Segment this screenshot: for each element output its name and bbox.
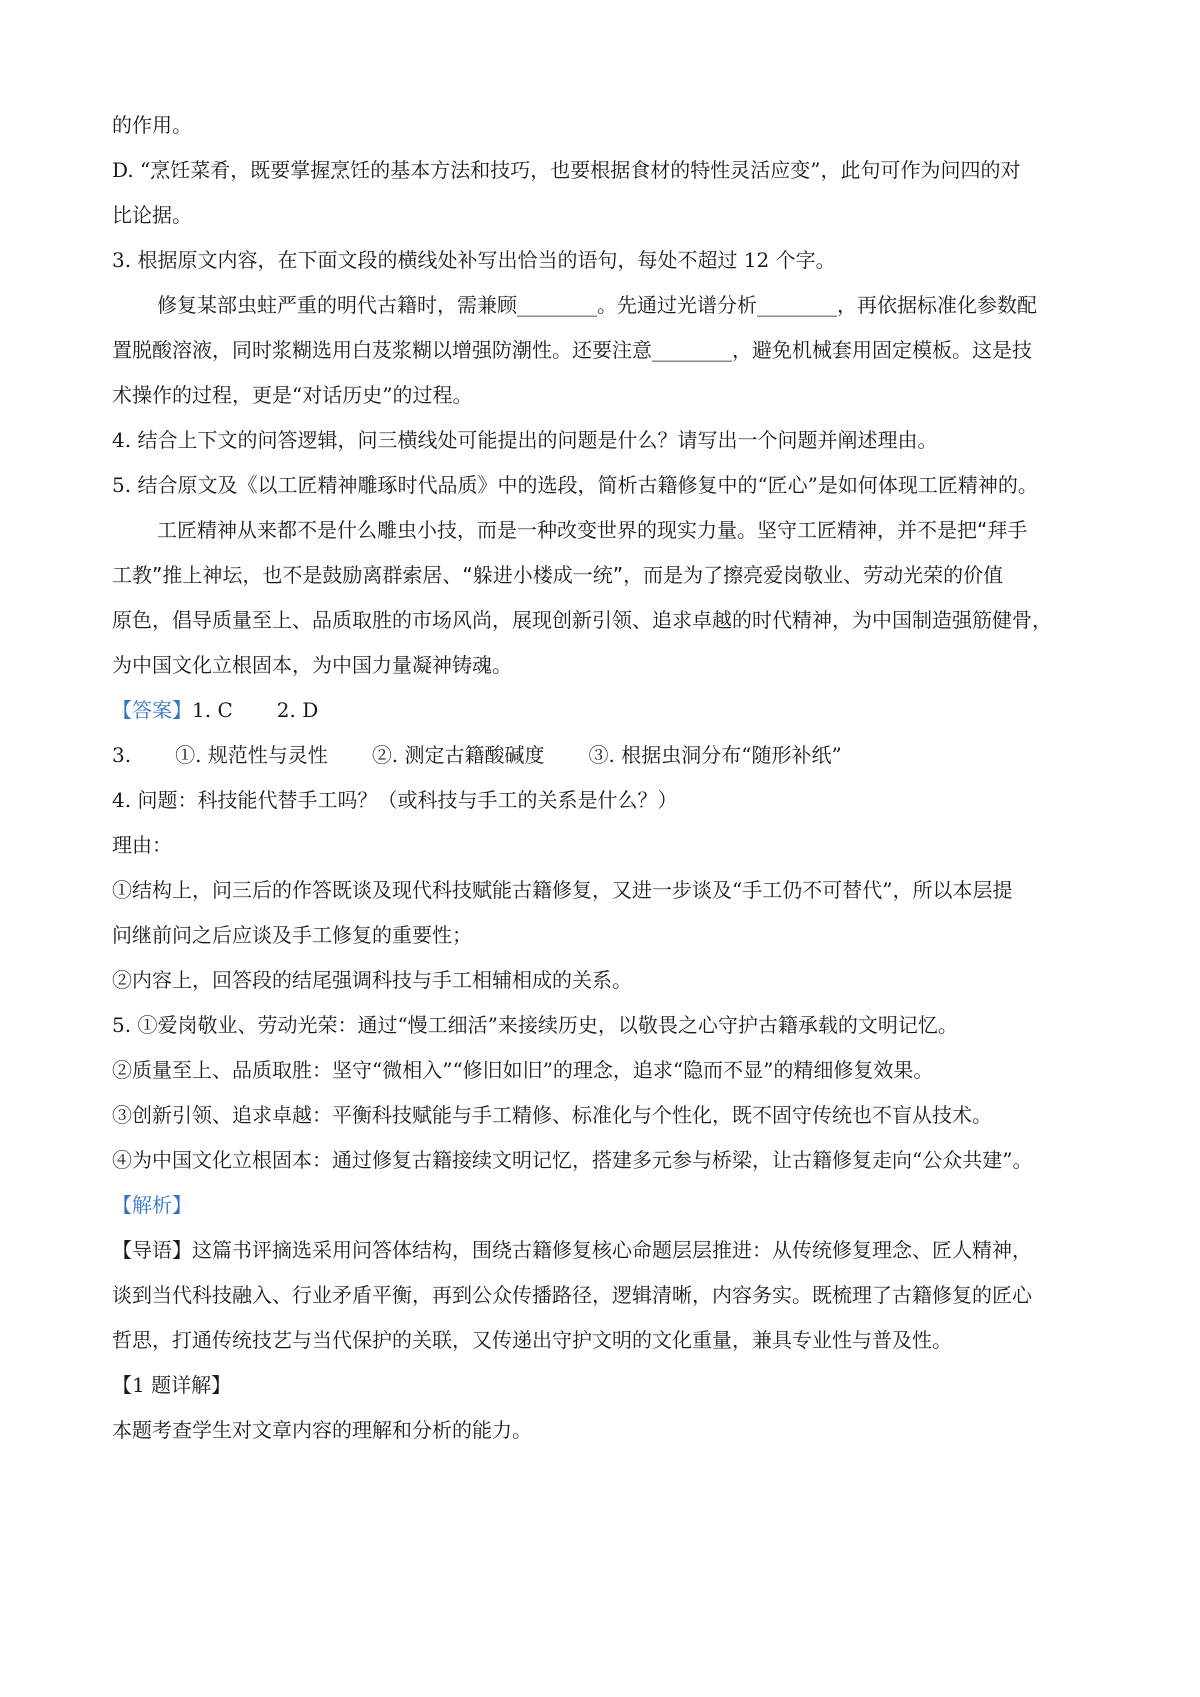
reason-label: 理由： (112, 833, 172, 857)
excerpt-line: 工匠精神从来都不是什么雕虫小技，而是一种改变世界的现实力量。坚守工匠精神，并不是把“拜手 (157, 518, 1028, 542)
option-d-line: D. “烹饪菜肴，既要掌握烹饪的基本方法和技巧，也要根据食材的特性灵活应变”，此句可作为问四的对 (112, 158, 1021, 182)
fill-blank-paragraph-line: 修复某部虫蛀严重的明代古籍时，需兼顾________。先通过光谱分析________，再依据标准化参数配 (157, 293, 1037, 317)
detail-line: 本题考查学生对文章内容的理解和分析的能力。 (112, 1418, 532, 1442)
intro-line: 【导语】这篇书评摘选采用问答体结构，围绕古籍修复核心命题层层推进：从传统修复理念、匠人精神， (112, 1238, 1032, 1262)
answer-5-line: ②质量至上、品质取胜：坚守“微相入”“修旧如旧”的理念，追求“隐而不显”的精细修复效果。 (112, 1058, 934, 1082)
intro-line: 谈到当代科技融入、行业矛盾平衡，再到公众传播路径，逻辑清晰，内容务实。既梳理了古籍修复的匠心 (112, 1283, 1032, 1307)
excerpt-line: 为中国文化立根固本，为中国力量凝神铸魂。 (112, 653, 512, 677)
answer-5-line: ③创新引领、追求卓越：平衡科技赋能与手工精修、标准化与个性化，既不固守传统也不盲从技术。 (112, 1103, 992, 1127)
analysis-heading: 【解析】 (112, 1193, 192, 1217)
answer-3b: ②. 测定古籍酸碱度 (371, 743, 545, 767)
intro-line: 哲思，打通传统技艺与当代保护的关联，又传递出守护文明的文化重量，兼具专业性与普及性。 (112, 1328, 952, 1352)
excerpt-line: 原色，倡导质量至上、品质取胜的市场风尚，展现创新引领、追求卓越的时代精神，为中国制造强筋健骨， (112, 608, 1052, 632)
answer-3-number: 3. (112, 743, 132, 767)
answer-5-line: ④为中国文化立根固本：通过修复古籍接续文明记忆，搭建多元参与桥梁，让古籍修复走向“公众共建”。 (112, 1148, 1033, 1172)
reason-line: ①结构上，问三后的作答既谈及现代科技赋能古籍修复，又进一步谈及“手工仍不可替代”，所以本层提 (112, 878, 1013, 902)
answer-3c: ③. 根据虫洞分布“随形补纸” (588, 743, 842, 767)
fill-blank-paragraph-line: 置脱酸溶液，同时浆糊选用白芨浆糊以增强防潮性。还要注意________，避免机械套用固定模板。这是技 (112, 338, 1032, 362)
answer-line (112, 695, 1102, 725)
detail-heading: 【1 题详解】 (112, 1373, 232, 1397)
excerpt-line: 工教”推上神坛，也不是鼓励离群索居、“躲进小楼成一统”，而是为了擦亮爱岗敬业、劳动光荣的价值 (112, 563, 1004, 587)
answer-tag: 【答案】 (112, 698, 192, 722)
answer-3-line (112, 740, 1102, 770)
reason-line: 问继前问之后应谈及手工修复的重要性； (112, 923, 472, 947)
answer-3a: ①. 规范性与灵性 (175, 743, 328, 767)
text-line: 的作用。 (112, 113, 192, 137)
text-line: 比论据。 (112, 203, 192, 227)
question-3: 3. 根据原文内容，在下面文段的横线处补写出恰当的语句，每处不超过 12 个字。 (112, 248, 836, 272)
answer-2: 2. D (276, 698, 319, 722)
answer-5-line: 5. ①爱岗敬业、劳动光荣：通过“慢工细活”来接续历史，以敬畏之心守护古籍承载的文明记忆。 (112, 1013, 958, 1037)
answer-4: 4. 问题：科技能代替手工吗？（或科技与手工的关系是什么？） (112, 788, 678, 812)
question-4: 4. 结合上下文的问答逻辑，问三横线处可能提出的问题是什么？请写出一个问题并阐述理由。 (112, 428, 938, 452)
answer-1: 1. C (192, 698, 233, 722)
question-5: 5. 结合原文及《以工匠精神雕琢时代品质》中的选段，简析古籍修复中的“匠心”是如何体现工匠精神的。 (112, 473, 1038, 497)
fill-blank-paragraph-line: 术操作的过程，更是“对话历史”的过程。 (112, 383, 473, 407)
reason-line: ②内容上，回答段的结尾强调科技与手工相辅相成的关系。 (112, 968, 632, 992)
